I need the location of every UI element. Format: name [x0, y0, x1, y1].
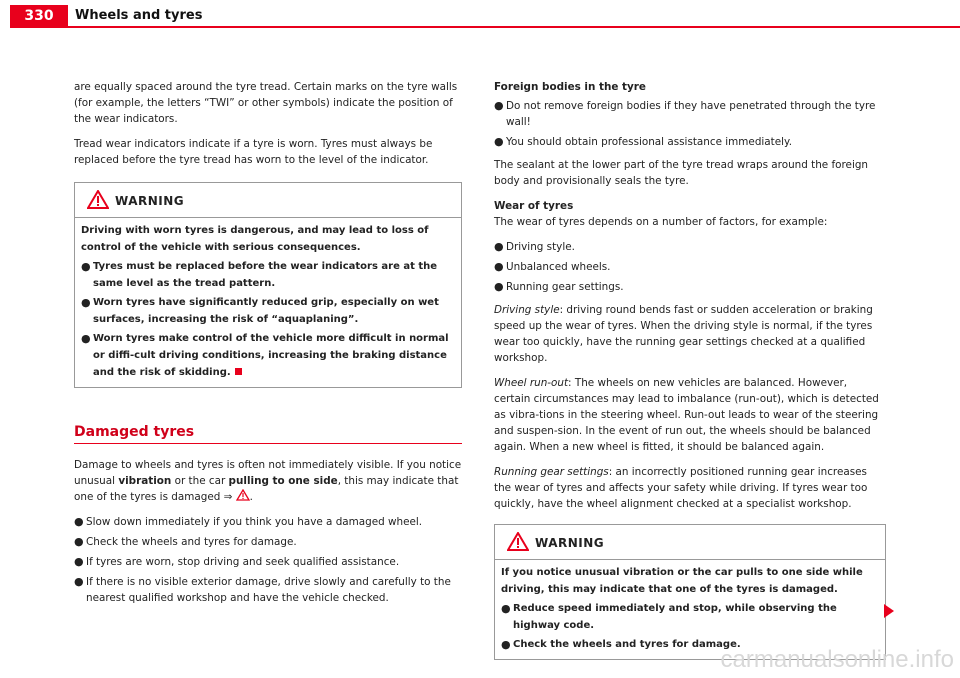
page-header — [0, 0, 960, 28]
subheading: Wear of tyres — [494, 200, 574, 212]
paragraph: Damage to wheels and tyres is often not immediately visible. If you notice unusual vibration or the car pulling to one side, this may indicate that one of the tyres is damaged ⇒ . — [74, 459, 462, 503]
end-marker-icon — [235, 368, 242, 375]
list-item: ● Slow down immediately if you think you have a damaged wheel. — [74, 515, 423, 528]
section-title: Damaged tyres — [74, 424, 462, 444]
warning-item: ● Reduce speed immediately and stop, while observing the highway code. — [501, 602, 837, 631]
left-column — [74, 79, 462, 610]
list-item: ● You should obtain professional assistance immediately. — [494, 135, 792, 148]
list-item: ● Driving style. — [494, 240, 575, 253]
warning-item: ● Worn tyres have significantly reduced grip, especially on wet surfaces, increasing the risk of “aquaplaning”. — [81, 296, 439, 325]
page-title: Wheels and tyres — [75, 8, 203, 23]
warning-box — [74, 182, 462, 388]
header-rule — [10, 26, 960, 28]
list-item: ● Check the wheels and tyres for damage. — [74, 535, 297, 548]
paragraph: The wear of tyres depends on a number of factors, for example: — [494, 216, 828, 228]
warning-lead: If you notice unusual vibration or the car pulls to one side while driving, this may indicate that one of the tyres is damaged. — [501, 567, 863, 595]
warning-item: ● Worn tyres make control of the vehicle more difficult in normal or diffi-cult driving conditions, increasing the braking distance and the risk of skidding. — [81, 332, 449, 378]
warning-lead: Driving with worn tyres is dangerous, and may lead to loss of control of the vehicle with serious consequences. — [81, 225, 429, 253]
paragraph: Wheel run-out: The wheels on new vehicles are balanced. However, certain circumstances may lead to imbalance (run-out), which is detected as vibra-tions in the steering wheel. Run-out leads to wear of the steering and suspen-sion. In the event of run out, the wheels should be balanced again. When a new wheel is fitted, it should be balanced again. — [494, 377, 879, 453]
watermark: carmanualsonline.info — [720, 646, 954, 673]
paragraph: The sealant at the lower part of the tyre tread wraps around the foreign body and provisionally seals the tyre. — [494, 159, 869, 187]
warning-item: ● Tyres must be replaced before the wear indicators are at the same level as the tread pattern. — [81, 260, 438, 289]
paragraph: Tread wear indicators indicate if a tyre is worn. Tyres must always be replaced before the tyre tread has worn to the level of the indicator. — [74, 138, 433, 166]
paragraph: Running gear settings: an incorrectly positioned running gear increases the wear of tyres and affects your safety while driving. If tyres wear too quickly, have the wheel alignment checked at a specialist workshop. — [494, 466, 868, 510]
warning-body — [495, 560, 885, 659]
warning-header — [495, 525, 885, 560]
warning-title: WARNING — [115, 194, 185, 208]
warning-triangle-icon — [87, 190, 109, 209]
list-item: ● If tyres are worn, stop driving and seek qualified assistance. — [74, 555, 400, 568]
paragraph: are equally spaced around the tyre tread. Certain marks on the tyre walls (for example, the letters “TWI” or other symbols) indicate the position of the wear indicators. — [74, 81, 458, 125]
list-item: ● Running gear settings. — [494, 280, 624, 293]
page-number: 330 — [10, 5, 68, 27]
warning-title: WARNING — [535, 536, 605, 550]
paragraph: Driving style: driving round bends fast or sudden acceleration or braking speed up the wear of tyres. When the driving style is normal, if the tyres wear too quickly, have the running gear settings checked at a qualified workshop. — [494, 304, 873, 364]
list-item: ● Do not remove foreign bodies if they have penetrated through the tyre wall! — [494, 99, 876, 128]
warning-body — [75, 218, 461, 387]
list-item: ● Unbalanced wheels. — [494, 260, 611, 273]
next-page-arrow-icon — [884, 604, 894, 618]
right-column — [494, 79, 886, 660]
list-item: ● If there is no visible exterior damage, drive slowly and carefully to the nearest qualified workshop and have the vehicle checked. — [74, 575, 451, 604]
warning-triangle-icon — [507, 532, 529, 551]
warning-header — [75, 183, 461, 218]
warning-box — [494, 524, 886, 660]
warning-reference-icon — [236, 489, 250, 501]
warning-item: ● Check the wheels and tyres for damage. — [501, 638, 741, 651]
subheading: Foreign bodies in the tyre — [494, 81, 646, 93]
